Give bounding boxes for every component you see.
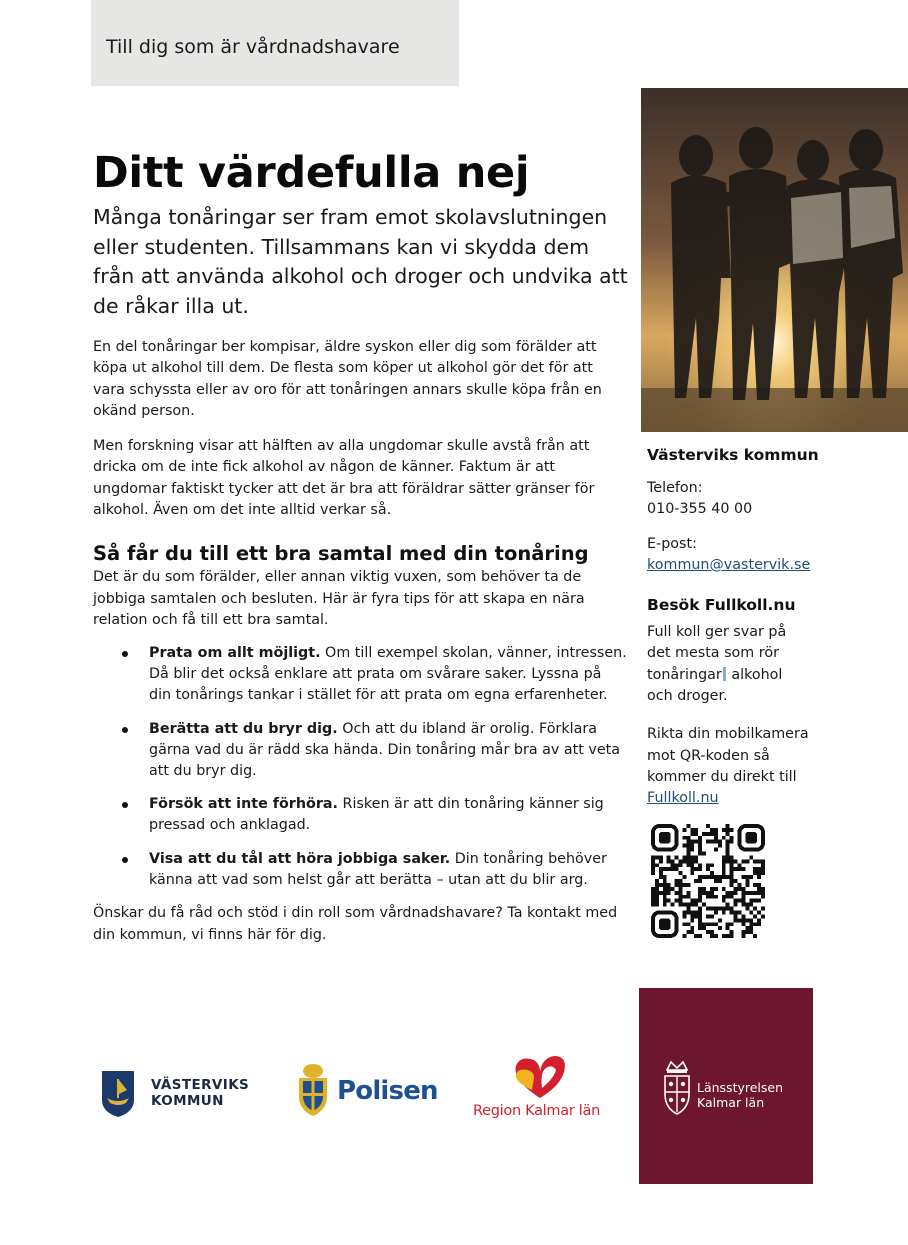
tip-item (93, 849, 628, 891)
audience-tag-text: Till dig som är vårdnadshavare (106, 36, 400, 58)
lead-paragraph: Många tonåringar ser fram emot skolavslutningen eller studenten. Tillsammans kan vi skydda dem från att använda alkohol och droger och undvika att de råkar illa ut. (93, 205, 628, 318)
sidebar (647, 443, 887, 810)
tip-title: Berätta att du bryr dig. (149, 720, 338, 737)
visit-heading: Besök Fullkoll.nu (647, 596, 796, 615)
fullkoll-link[interactable]: Fullkoll.nu (647, 790, 719, 807)
crowned-shield-icon (661, 1060, 693, 1116)
org-name: Västerviks kommun (647, 446, 819, 464)
polisen-wordmark: Polisen (337, 1076, 438, 1106)
visit-text-b: alkohol och droger. (647, 666, 783, 705)
lansstyrelsen-line1: Länsstyrelsen (697, 1080, 784, 1095)
visit-text-a: Full koll ger svar på det mesta som rör tonåringar (647, 624, 787, 683)
qr-code[interactable] (651, 824, 765, 938)
vastervik-logo (101, 1070, 251, 1122)
qr-finder-pattern (739, 826, 763, 850)
vastervik-shield-icon (101, 1070, 135, 1118)
police-emblem-icon (293, 1062, 333, 1118)
vastervik-line2: KOMMUN (151, 1093, 224, 1109)
logo-row (0, 1040, 908, 1190)
main-content (93, 146, 628, 946)
lansstyrelsen-line2: Kalmar län (697, 1095, 765, 1110)
tip-title: Visa att du tål att höra jobbiga saker. (149, 850, 451, 867)
email-link[interactable]: kommun@vastervik.se (647, 556, 811, 573)
region-kalmar-wordmark: Region Kalmar län (473, 1103, 601, 1119)
text-cursor (723, 667, 726, 681)
lansstyrelsen-logo (639, 988, 813, 1184)
teenagers-sunset-photo (641, 88, 908, 432)
tip-title: Försök att inte förhöra. (149, 796, 338, 813)
tip-item (93, 794, 628, 836)
polisen-logo (293, 1062, 443, 1118)
qr-finder-pattern (653, 826, 677, 850)
tips-heading: Så får du till ett bra samtal med din tonåring (93, 542, 589, 566)
qr-finder-pattern (653, 912, 677, 936)
body-paragraph-2: Men forskning visar att hälften av alla ungdomar skulle avstå från att dricka om de inte fick alkohol av någon de känner. Faktum är att ungdomar faktiskt tycker att det är bra att föräldrar sätter gränser för alkohol. Även om det inte alltid verkar så. (93, 438, 595, 519)
phone-number: 010-355 40 00 (647, 501, 753, 518)
closing-paragraph: Önskar du få råd och stöd i din roll som vårdnadshavare? Ta kontakt med din kommun, vi finns här för dig. (93, 905, 618, 943)
tip-text: Och att du ibland är orolig. Förklara gärna vad du är rädd ska hända. Din tonåring mår bra av att veta att du bryr dig. (149, 720, 621, 779)
vastervik-line1: VÄSTERVIKS (151, 1077, 250, 1093)
phone-label: Telefon: (647, 480, 703, 496)
tips-list (93, 643, 628, 891)
visit-text (647, 622, 797, 707)
audience-tag (91, 0, 459, 86)
tip-text: Om till exempel skolan, vänner, intressen. Då blir det också enklare att prata om svårare saker. Lyssna på din tonårings tankar i stället för att prata om egna erfarenheter. (149, 645, 627, 704)
page-title: Ditt värdefulla nej (93, 148, 530, 198)
tip-text: Risken är att din tonåring känner sig pressad och anklagad. (149, 796, 604, 834)
body-paragraph-1: En del tonåringar ber kompisar, äldre syskon eller dig som förälder att köpa ut alkohol till dem. De flesta som köper ut alkohol gör det för att vara schyssta eller av oro för att tonåringen annars skulle köpa från en okänd person. (93, 339, 602, 419)
tip-item (93, 643, 628, 706)
tips-intro: Det är du som förälder, eller annan viktig vuxen, som behöver ta de jobbiga samtalen och besluten. Här är fyra tips för att skapa en nära relation och få till ett bra samtal. (93, 569, 585, 628)
qr-instructions-text: Rikta din mobilkamera mot QR-koden så kommer du direkt till (647, 726, 809, 785)
region-kalmar-logo (472, 1050, 622, 1125)
email-label: E-post: (647, 535, 697, 552)
tip-item (93, 719, 628, 782)
tip-title: Prata om allt möjligt. (149, 645, 321, 662)
qr-instructions (647, 724, 817, 809)
tip-text: Din tonåring behöver känna att vad som helst går att berätta – utan att du blir arg. (149, 850, 607, 888)
heart-icon (472, 1050, 622, 1102)
